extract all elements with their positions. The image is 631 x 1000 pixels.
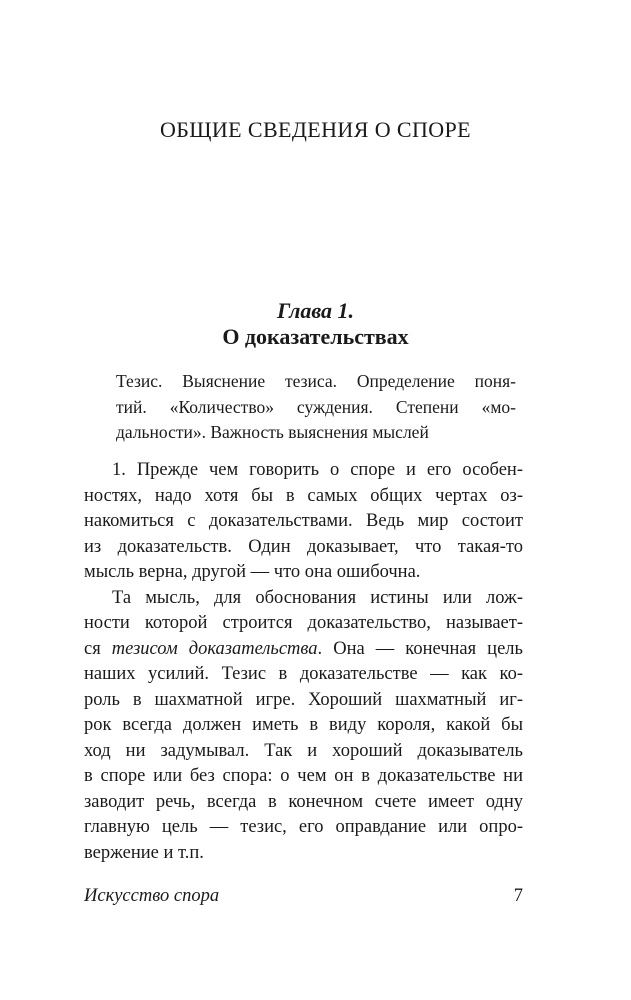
text-line: ностях, надо хотя бы в самых общих чертах оз- [84, 485, 523, 506]
emphasized-term: тезисом доказательства [111, 638, 318, 659]
chapter-title: О доказательствах [222, 324, 409, 349]
text-line: в споре или без спора: о чем он в доказательстве ни [84, 766, 523, 786]
paragraph [84, 586, 523, 867]
section-title: ОБЩИЕ СВЕДЕНИЯ О СПОРЕ [159, 117, 472, 142]
text-line: вержение и т.п. [84, 842, 204, 863]
paragraph [84, 458, 523, 586]
text-fragment: . Она — конечная цель [317, 638, 523, 659]
text-line: ход ни задумывал. Так и хороший доказыватель [84, 740, 523, 761]
chapter-number: Глава 1. [276, 298, 355, 323]
text-line: наших усилий. Тезис в доказательстве — как ко- [84, 664, 523, 684]
text-line: главную цель — тезис, его оправдание или опро- [84, 817, 523, 837]
text-line: заводит речь, всегда в конечном счете имеет одну [84, 791, 523, 812]
text-line: Та мысль, для обоснования истины или лож- [112, 587, 523, 608]
text-line: рок всегда должен иметь в виду короля, какой бы [84, 715, 523, 735]
text-line [84, 637, 523, 663]
text-line: 1. Прежде чем говорить о споре и его особен- [112, 460, 523, 480]
summary-line: тий. «Количество» суждения. Степени «мо- [116, 396, 516, 417]
text-line: ности которой строится доказательство, называет- [84, 613, 523, 633]
text-fragment: ся [84, 638, 112, 659]
running-footer-title: Искусство спора [84, 886, 220, 906]
text-line: накомиться с доказательствами. Ведь мир состоит [84, 511, 523, 531]
main-text [84, 458, 523, 866]
text-line: мысль верна, другой — что она ошибочна. [84, 562, 421, 582]
page-number: 7 [513, 886, 523, 906]
text-line: из доказательств. Один доказывает, что такая-то [84, 536, 523, 557]
summary-line: дальности». Важность выяснения мыслей [116, 422, 429, 442]
summary-line: Тезис. Выяснение тезиса. Определение поня- [116, 371, 516, 391]
chapter-summary [116, 369, 516, 446]
text-line: роль в шахматной игре. Хороший шахматный иг- [84, 689, 523, 710]
